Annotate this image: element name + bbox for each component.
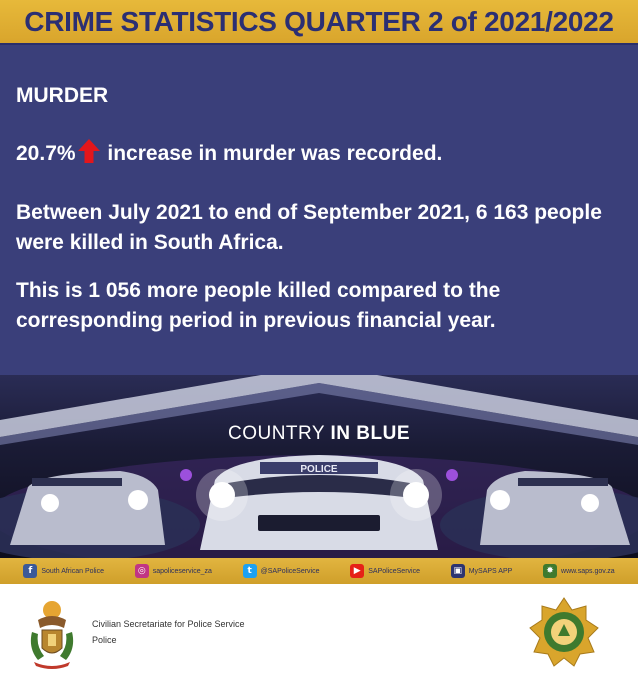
secretariate-line1: Civilian Secretariate for Police Service [92,619,245,629]
increase-value: 20.7% [16,142,76,165]
social-label: @SAPoliceService [260,567,320,575]
youtube-icon: ▶ [350,564,364,578]
social-twitter[interactable] [243,564,320,578]
statistics-text [16,81,626,336]
increase-description: increase in murder was recorded. [101,142,443,165]
saps-badge-logo [528,596,600,673]
social-app[interactable] [451,564,513,578]
web-icon: ✸ [543,564,557,578]
social-label: sapoliceservice_za [152,567,212,575]
facebook-icon: f [23,564,37,578]
social-label: South African Police [41,567,105,575]
social-youtube[interactable] [350,564,420,578]
content-panel [0,45,638,558]
social-label: SAPoliceService [368,567,420,575]
up-arrow-icon [78,139,100,172]
footer [0,584,638,680]
social-website[interactable] [543,564,615,578]
secretariate-text [92,616,245,648]
social-media-bar [0,558,638,584]
brand-text-part2: IN BLUE [330,423,411,444]
police-cars-image [0,375,638,558]
secretariate-line2: Police [92,635,117,645]
social-facebook[interactable] [23,564,104,578]
category-heading: MURDER [16,84,109,107]
app-icon: ▣ [451,564,465,578]
killed-paragraph: Between July 2021 to end of September 2021, 6 163 people were killed in South Africa. [16,201,602,254]
police-cars-banner [0,375,638,558]
coat-of-arms-logo [24,598,80,675]
social-label: MySAPS APP [468,567,513,575]
title-banner [0,0,638,45]
comparison-paragraph: This is 1 056 more people killed compared to the corresponding period in previous financial year. [16,279,501,332]
brand-text-part1: COUNTRY [227,423,331,444]
country-in-blue-brand [0,423,638,445]
page-title: CRIME STATISTICS QUARTER 2 of 2021/2022 [24,5,614,37]
social-instagram[interactable] [135,564,212,578]
increase-line [16,139,626,172]
twitter-icon: t [243,564,257,578]
social-label: www.saps.gov.za [561,567,615,575]
instagram-icon: ◎ [135,564,149,578]
car-police-text: POLICE [300,464,338,475]
